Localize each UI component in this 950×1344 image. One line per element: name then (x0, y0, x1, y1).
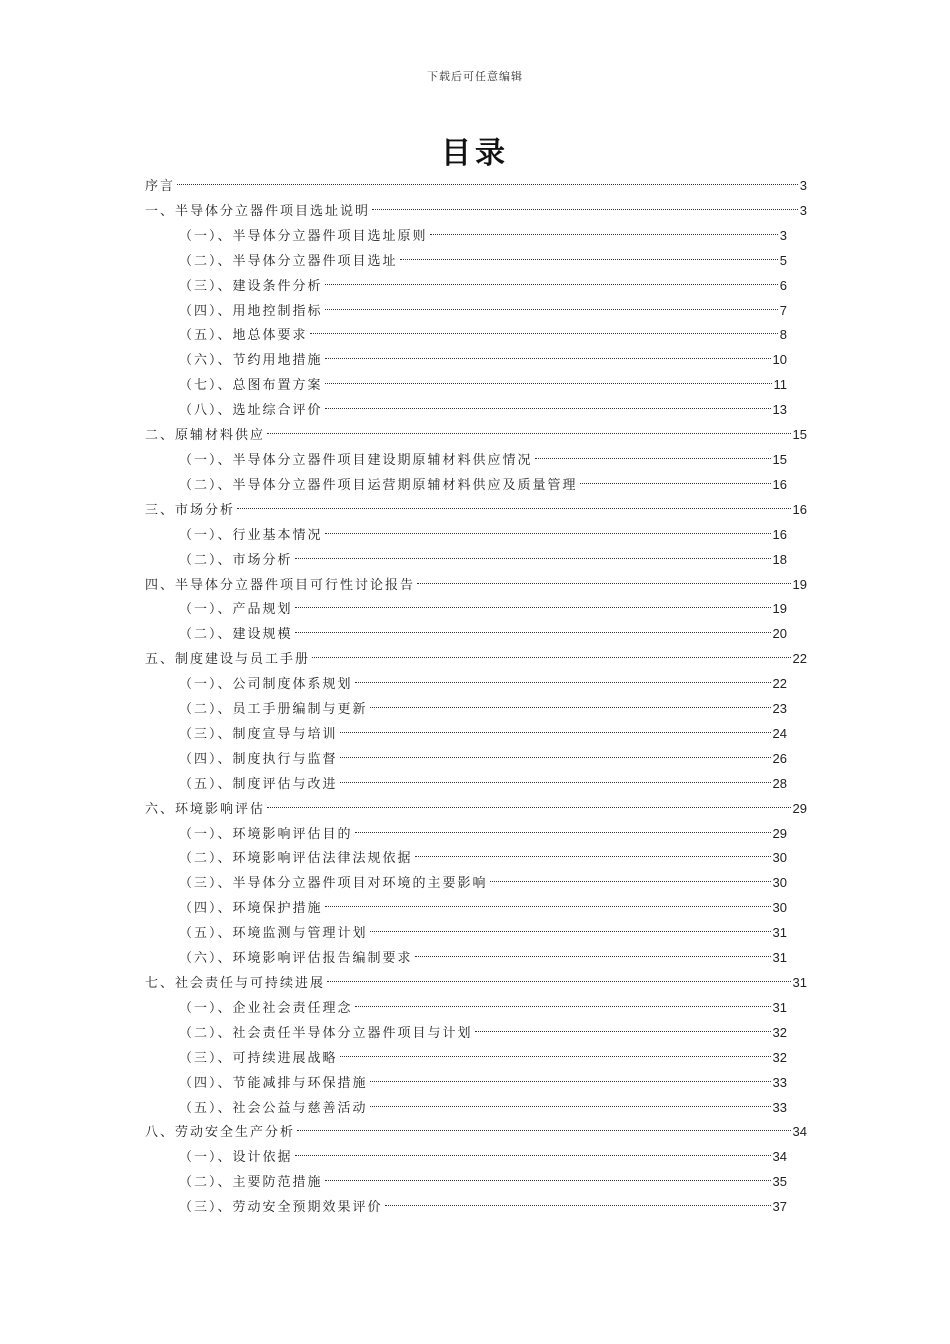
toc-entry-label: （四）、节能减排与环保措施 (179, 1075, 368, 1091)
toc-entry[interactable] (145, 548, 807, 573)
toc-entry[interactable] (145, 971, 807, 996)
toc-entry-page-number: 11 (773, 377, 787, 393)
toc-entry[interactable] (145, 199, 807, 224)
toc-dot-leader (580, 483, 771, 484)
toc-entry-page-number: 30 (772, 900, 787, 916)
toc-entry-label: （二）、市场分析 (179, 552, 293, 568)
toc-entry[interactable] (145, 423, 807, 448)
toc-dot-leader (370, 931, 771, 932)
toc-entry-label: （四）、制度执行与监督 (179, 751, 338, 767)
toc-dot-leader (295, 558, 771, 559)
toc-dot-leader (325, 533, 771, 534)
toc-dot-leader (237, 508, 791, 509)
toc-entry[interactable] (145, 772, 807, 797)
toc-dot-leader (325, 906, 771, 907)
toc-entry-page-number: 33 (772, 1074, 787, 1090)
toc-dot-leader (385, 1205, 771, 1206)
toc-entry[interactable] (145, 523, 807, 548)
toc-entry[interactable] (145, 1120, 807, 1145)
toc-title: 目录 (441, 136, 509, 171)
toc-entry[interactable] (145, 373, 807, 398)
toc-entry-page-number: 6 (779, 277, 787, 293)
toc-entry-page-number: 32 (772, 1024, 787, 1040)
toc-entry[interactable] (145, 448, 807, 473)
toc-entry-page-number: 29 (792, 800, 807, 816)
toc-entry-page-number: 23 (772, 701, 787, 717)
toc-entry[interactable] (145, 1021, 807, 1046)
toc-entry-page-number: 22 (792, 651, 807, 667)
toc-entry[interactable] (145, 1145, 807, 1170)
toc-entry-page-number: 32 (772, 1049, 787, 1065)
toc-entry-label: （四）、环境保护措施 (179, 901, 323, 917)
toc-entry[interactable] (145, 1096, 807, 1121)
toc-entry-label: 三、市场分析 (145, 502, 236, 518)
toc-entry[interactable] (145, 1170, 807, 1195)
toc-dot-leader (370, 1106, 771, 1107)
toc-entry[interactable] (145, 398, 807, 423)
toc-entry-label: （一）、产品规划 (179, 602, 293, 618)
toc-entry-label: （六）、环境影响评估报告编制要求 (179, 951, 413, 967)
toc-entry[interactable] (145, 647, 807, 672)
toc-dot-leader (340, 782, 771, 783)
toc-dot-leader (310, 333, 778, 334)
toc-entry[interactable] (145, 622, 807, 647)
toc-entry[interactable] (145, 597, 807, 622)
toc-entry-label: （一）、环境影响评估目的 (179, 826, 353, 842)
page-header-note: 下载后可任意编辑 (427, 70, 523, 83)
toc-entry-page-number: 31 (792, 975, 807, 990)
toc-entry-label: （二）、员工手册编制与更新 (179, 702, 368, 718)
toc-dot-leader (355, 1006, 771, 1007)
toc-entry[interactable] (145, 174, 807, 199)
toc-entry[interactable] (145, 224, 807, 249)
toc-entry-page-number: 20 (772, 626, 787, 642)
toc-entry-page-number: 18 (772, 551, 787, 567)
toc-entry-label: （二）、主要防范措施 (179, 1175, 323, 1191)
toc-entry-label: （三）、制度宣导与培训 (179, 726, 338, 742)
toc-entry-page-number: 26 (772, 750, 787, 766)
toc-dot-leader (295, 632, 771, 633)
toc-entry-label: （五）、社会公益与慈善活动 (179, 1100, 368, 1116)
toc-entry[interactable] (145, 1071, 807, 1096)
toc-entry-page-number: 16 (772, 476, 787, 492)
toc-entry-label: （一）、半导体分立器件项目建设期原辅材料供应情况 (179, 452, 533, 468)
toc-dot-leader (267, 807, 791, 808)
toc-entry-label: （三）、建设条件分析 (179, 278, 323, 294)
toc-entry[interactable] (145, 249, 807, 274)
toc-entry-page-number: 30 (772, 875, 787, 891)
toc-entry[interactable] (145, 747, 807, 772)
toc-entry[interactable] (145, 896, 807, 921)
toc-entry-page-number: 3 (799, 178, 807, 193)
toc-dot-leader (415, 856, 771, 857)
toc-dot-leader (325, 358, 771, 359)
toc-entry-label: （三）、半导体分立器件项目对环境的主要影响 (179, 876, 488, 892)
toc-entry-label: （五）、制度评估与改进 (179, 776, 338, 792)
toc-entry-label: （一）、企业社会责任理念 (179, 1000, 353, 1016)
toc-entry[interactable] (145, 498, 807, 523)
toc-entry-label: 七、社会责任与可持续进展 (145, 976, 326, 991)
toc-entry-label: （五）、环境监测与管理计划 (179, 926, 368, 942)
toc-entry-page-number: 34 (792, 1124, 807, 1140)
toc-entry-label: （八）、选址综合评价 (179, 403, 323, 419)
toc-dot-leader (372, 209, 798, 210)
toc-entry-page-number: 22 (772, 676, 787, 692)
toc-dot-leader (325, 309, 778, 310)
toc-entry-page-number: 31 (772, 999, 787, 1015)
toc-entry-label: （七）、总图布置方案 (179, 378, 323, 394)
toc-entry-label: （一）、设计依据 (179, 1150, 293, 1166)
toc-dot-leader (297, 1130, 791, 1131)
toc-entry[interactable] (145, 323, 807, 348)
toc-entry-label: 序言 (145, 179, 176, 194)
table-of-contents (145, 174, 807, 1220)
toc-entry-label: 八、劳动安全生产分析 (145, 1125, 296, 1141)
toc-entry[interactable] (145, 697, 807, 722)
toc-dot-leader (340, 1056, 771, 1057)
toc-entry[interactable] (145, 921, 807, 946)
toc-dot-leader (325, 284, 778, 285)
toc-entry-page-number: 15 (772, 451, 787, 467)
toc-entry-page-number: 16 (792, 501, 807, 517)
toc-dot-leader (325, 1180, 771, 1181)
toc-entry-label: 五、制度建设与员工手册 (145, 652, 311, 668)
toc-entry-page-number: 37 (772, 1199, 787, 1215)
toc-entry-label: 二、原辅材料供应 (145, 428, 266, 444)
toc-entry[interactable] (145, 672, 807, 697)
toc-dot-leader (327, 981, 791, 982)
toc-entry[interactable] (145, 846, 807, 871)
toc-entry-page-number: 31 (772, 950, 787, 966)
toc-entry-page-number: 5 (779, 252, 787, 268)
toc-dot-leader (325, 383, 772, 384)
toc-entry-label: 六、环境影响评估 (145, 801, 266, 817)
toc-dot-leader (370, 707, 771, 708)
toc-entry-label: （一）、半导体分立器件项目选址原则 (179, 228, 428, 244)
toc-entry-label: （一）、行业基本情况 (179, 527, 323, 543)
toc-entry-page-number: 7 (779, 302, 787, 318)
toc-entry-page-number: 30 (772, 850, 787, 866)
toc-entry-label: （二）、环境影响评估法律法规依据 (179, 851, 413, 867)
toc-entry-page-number: 35 (772, 1174, 787, 1190)
toc-entry-label: （六）、节约用地措施 (179, 353, 323, 369)
toc-entry-page-number: 34 (772, 1149, 787, 1165)
toc-entry[interactable] (145, 299, 807, 324)
toc-entry-page-number: 19 (792, 576, 807, 592)
toc-dot-leader (295, 1155, 771, 1156)
toc-entry[interactable] (145, 274, 807, 299)
toc-entry[interactable] (145, 473, 807, 498)
toc-entry-label: （三）、劳动安全预期效果评价 (179, 1200, 383, 1216)
toc-entry-page-number: 15 (792, 427, 807, 443)
toc-dot-leader (475, 1031, 771, 1032)
toc-entry-page-number: 13 (772, 402, 787, 418)
toc-entry-label: 一、半导体分立器件项目选址说明 (145, 203, 371, 219)
toc-dot-leader (355, 682, 771, 683)
toc-entry-page-number: 31 (772, 925, 787, 941)
toc-entry-page-number: 19 (772, 601, 787, 617)
toc-entry-label: （二）、社会责任半导体分立器件项目与计划 (179, 1025, 473, 1041)
toc-dot-leader (355, 832, 771, 833)
toc-entry-page-number: 3 (799, 202, 807, 218)
toc-entry[interactable] (145, 1195, 807, 1220)
toc-entry[interactable] (145, 722, 807, 747)
toc-entry-label: （二）、半导体分立器件项目运营期原辅材料供应及质量管理 (179, 477, 578, 493)
toc-entry[interactable] (145, 822, 807, 847)
toc-entry[interactable] (145, 1046, 807, 1071)
toc-entry-label: （二）、建设规模 (179, 627, 293, 643)
toc-entry-page-number: 16 (772, 526, 787, 542)
toc-entry-page-number: 3 (779, 227, 787, 243)
toc-dot-leader (417, 583, 791, 584)
toc-entry-label: （一）、公司制度体系规划 (179, 677, 353, 693)
toc-entry[interactable] (145, 996, 807, 1021)
toc-dot-leader (415, 956, 771, 957)
toc-entry-page-number: 8 (779, 327, 787, 343)
toc-entry[interactable] (145, 946, 807, 971)
toc-entry-page-number: 29 (772, 825, 787, 841)
toc-entry-label: （五）、地总体要求 (179, 328, 308, 344)
toc-entry-page-number: 10 (772, 352, 787, 368)
toc-entry[interactable] (145, 348, 807, 373)
toc-entry-label: （三）、可持续进展战略 (179, 1050, 338, 1066)
toc-entry-label: （四）、用地控制指标 (179, 303, 323, 319)
toc-entry[interactable] (145, 573, 807, 598)
toc-entry[interactable] (145, 797, 807, 822)
toc-dot-leader (295, 607, 771, 608)
toc-dot-leader (340, 732, 771, 733)
toc-dot-leader (370, 1081, 771, 1082)
toc-entry-page-number: 28 (772, 775, 787, 791)
toc-dot-leader (535, 458, 771, 459)
toc-dot-leader (400, 259, 778, 260)
toc-dot-leader (312, 657, 791, 658)
toc-entry[interactable] (145, 871, 807, 896)
toc-entry-page-number: 33 (772, 1099, 787, 1115)
toc-entry-label: 四、半导体分立器件项目可行性讨论报告 (145, 577, 416, 593)
toc-dot-leader (340, 757, 771, 758)
toc-dot-leader (430, 234, 778, 235)
toc-dot-leader (267, 433, 791, 434)
toc-entry-page-number: 24 (772, 725, 787, 741)
toc-dot-leader (490, 881, 771, 882)
toc-entry-label: （二）、半导体分立器件项目选址 (179, 253, 398, 269)
toc-dot-leader (177, 184, 798, 185)
toc-dot-leader (325, 408, 771, 409)
